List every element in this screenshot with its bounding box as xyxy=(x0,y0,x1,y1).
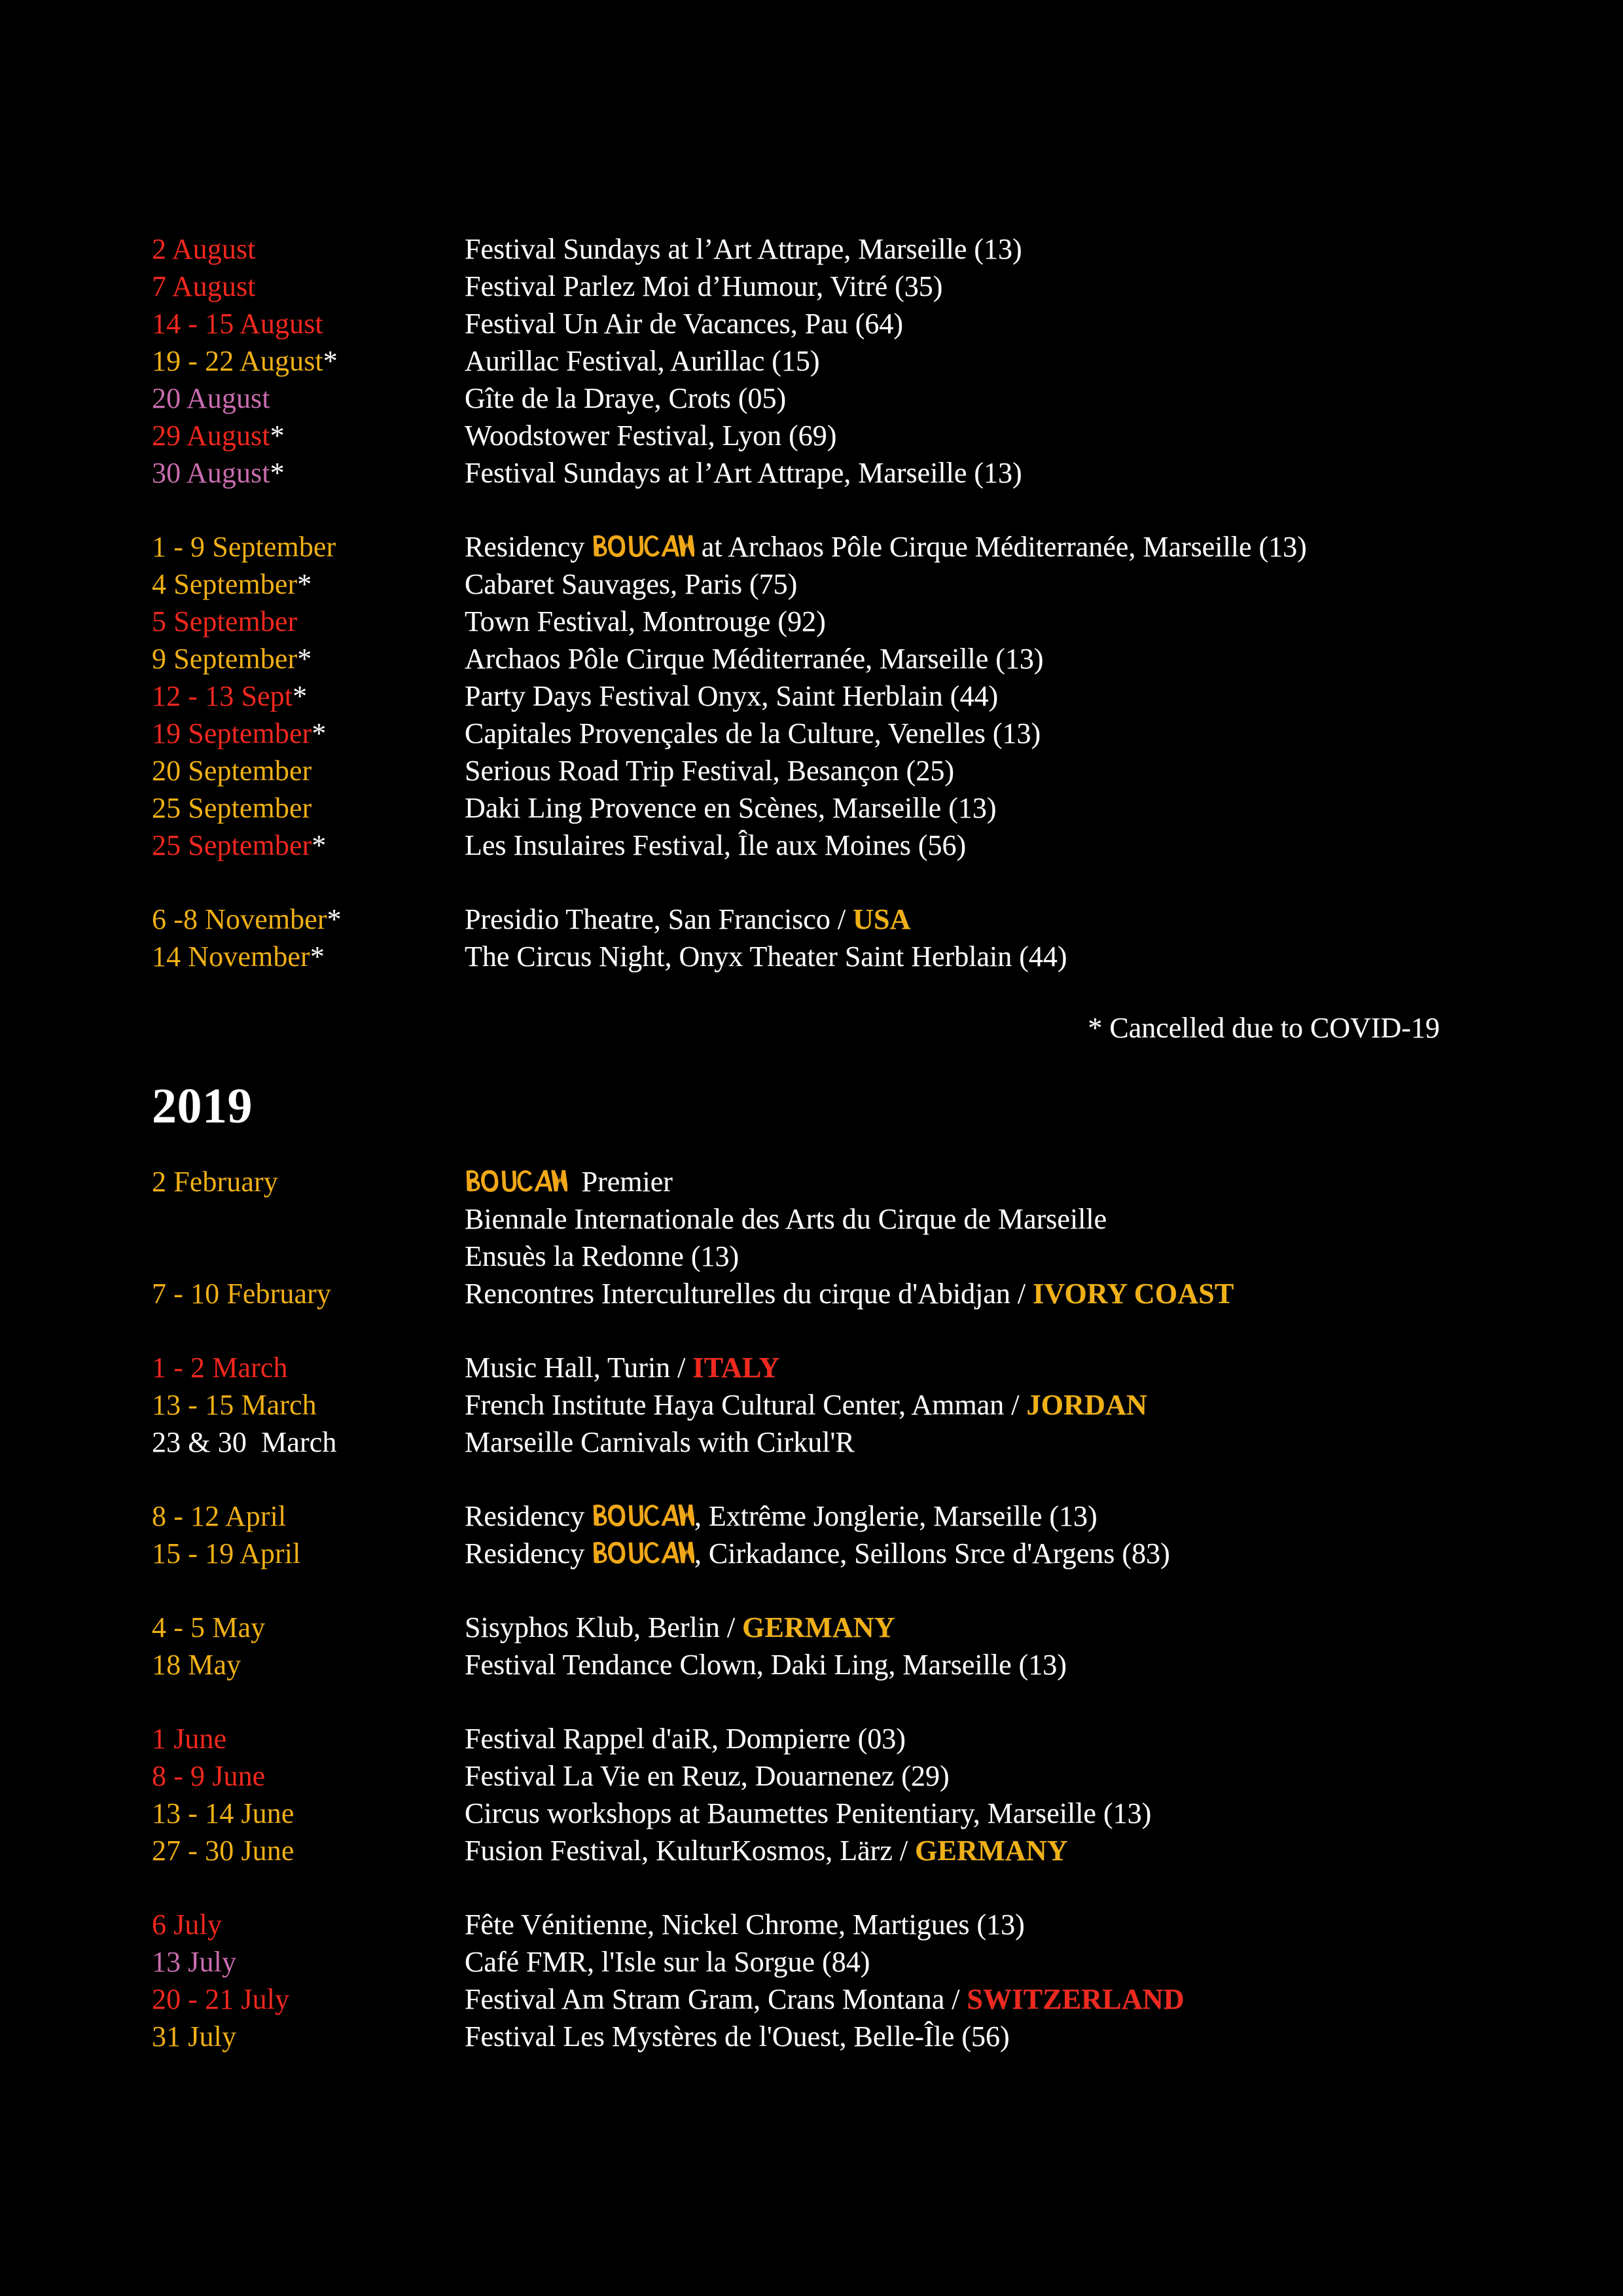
tour-date-row xyxy=(152,1609,1461,1646)
tour-venue: The Circus Night, Onyx Theater Saint Herblain (44) xyxy=(465,941,1067,973)
tour-venue: Circus workshops at Baumettes Penitentiary, Marseille (13) xyxy=(465,1797,1152,1829)
month-group xyxy=(152,901,1461,975)
country-label: SWITZERLAND xyxy=(967,1983,1185,2015)
tour-venue: Residency , Extrême Jonglerie, Marseille (13) xyxy=(465,1500,1097,1532)
tour-date: 20 September xyxy=(152,755,312,787)
group-spacer xyxy=(152,1312,1461,1349)
tour-date: 4 - 5 May xyxy=(152,1611,266,1643)
tour-date-row xyxy=(152,1832,1461,1869)
tour-date-row xyxy=(152,789,1461,827)
tour-venue: Festival Sundays at l’Art Attrape, Marseille (13) xyxy=(465,233,1022,265)
tour-date-row xyxy=(152,1535,1461,1572)
tour-date-row xyxy=(152,380,1461,417)
month-group xyxy=(152,230,1461,492)
covid-footnote: * Cancelled due to COVID-19 xyxy=(1088,1012,1440,1044)
tour-date-row xyxy=(152,938,1461,975)
country-label: USA xyxy=(853,903,911,935)
tour-venue: Festival La Vie en Reuz, Douarnenez (29) xyxy=(465,1760,950,1792)
tour-dates-sheet xyxy=(152,230,1461,2055)
tour-date: 8 - 9 June xyxy=(152,1760,266,1792)
tour-date: 20 August xyxy=(152,382,270,414)
tour-date: 13 July xyxy=(152,1946,237,1978)
tour-date-row xyxy=(152,1981,1461,2018)
tour-date: 29 August* xyxy=(152,420,285,452)
tour-venue: Woodstower Festival, Lyon (69) xyxy=(465,420,837,452)
tour-date: 4 September* xyxy=(152,568,312,600)
cancelled-asterisk: * xyxy=(310,941,325,973)
group-spacer xyxy=(152,1683,1461,1720)
tour-date: 31 July xyxy=(152,2020,237,2053)
tour-date: 15 - 19 April xyxy=(152,1537,301,1570)
tour-date: 25 September xyxy=(152,792,312,824)
tour-date: 6 July xyxy=(152,1909,222,1941)
cancelled-asterisk: * xyxy=(297,643,312,675)
tour-date: 9 September* xyxy=(152,643,312,675)
tour-date-row xyxy=(152,1238,1461,1275)
tour-date: 19 September* xyxy=(152,717,327,749)
tour-venue: Gîte de la Draye, Crots (05) xyxy=(465,382,787,414)
tour-date-row xyxy=(152,677,1461,715)
cancelled-asterisk: * xyxy=(312,717,327,749)
tour-date: 19 - 22 August* xyxy=(152,345,338,377)
tour-date-row xyxy=(152,342,1461,380)
boucan-logo xyxy=(592,1503,694,1527)
tour-date-row xyxy=(152,454,1461,492)
tour-date-row xyxy=(152,305,1461,342)
tour-venue: Festival Rappel d'aiR, Dompierre (03) xyxy=(465,1723,906,1755)
tour-date-row xyxy=(152,1757,1461,1795)
tour-date-row xyxy=(152,1424,1461,1461)
month-group xyxy=(152,1609,1461,1683)
tour-venue: Town Festival, Montrouge (92) xyxy=(465,605,826,637)
group-spacer xyxy=(152,864,1461,901)
month-group xyxy=(152,1720,1461,1869)
month-group xyxy=(152,1906,1461,2055)
tour-date-row xyxy=(152,1349,1461,1386)
tour-date: 2 August xyxy=(152,233,256,265)
tour-date: 2 February xyxy=(152,1166,278,1198)
tour-dates-2019 xyxy=(152,1163,1461,2055)
country-label: ITALY xyxy=(692,1352,780,1384)
country-label: GERMANY xyxy=(742,1611,895,1643)
tour-date-row xyxy=(152,752,1461,789)
cancelled-asterisk: * xyxy=(323,345,338,377)
tour-date: 13 - 15 March xyxy=(152,1389,317,1421)
tour-date-row xyxy=(152,1386,1461,1424)
tour-date-row xyxy=(152,1275,1461,1312)
tour-venue: Festival Am Stram Gram, Crans Montana / SWITZERLAND xyxy=(465,1983,1185,2015)
month-group xyxy=(152,1498,1461,1572)
tour-venue: Sisyphos Klub, Berlin / GERMANY xyxy=(465,1611,895,1643)
tour-date-row xyxy=(152,417,1461,454)
tour-venue: Capitales Provençales de la Culture, Venelles (13) xyxy=(465,717,1041,749)
tour-venue: Aurillac Festival, Aurillac (15) xyxy=(465,345,820,377)
tour-date: 7 August xyxy=(152,270,256,302)
tour-date: 20 - 21 July xyxy=(152,1983,290,2015)
tour-venue: Festival Les Mystères de l'Ouest, Belle-Île (56) xyxy=(465,2020,1010,2053)
tour-date-row xyxy=(152,528,1461,565)
tour-date: 7 - 10 February xyxy=(152,1278,331,1310)
tour-date: 1 - 9 September xyxy=(152,531,336,563)
tour-date-row xyxy=(152,2018,1461,2055)
tour-date-row xyxy=(152,640,1461,677)
tour-date-row xyxy=(152,1646,1461,1683)
tour-venue: French Institute Haya Cultural Center, Amman / JORDAN xyxy=(465,1389,1148,1421)
tour-venue: Festival Parlez Moi d’Humour, Vitré (35) xyxy=(465,270,943,302)
country-label: JORDAN xyxy=(1026,1389,1148,1421)
tour-date-row xyxy=(152,1163,1461,1200)
tour-date-row xyxy=(152,827,1461,864)
tour-venue: Café FMR, l'Isle sur la Sorgue (84) xyxy=(465,1946,870,1978)
tour-date: 1 - 2 March xyxy=(152,1352,288,1384)
tour-date: 18 May xyxy=(152,1649,241,1681)
tour-date-row xyxy=(152,901,1461,938)
tour-venue: Festival Un Air de Vacances, Pau (64) xyxy=(465,308,904,340)
tour-venue: Music Hall, Turin / ITALY xyxy=(465,1352,780,1384)
tour-date-row xyxy=(152,565,1461,603)
tour-date: 23 & 30 March xyxy=(152,1426,337,1458)
boucan-logo xyxy=(592,1541,694,1564)
tour-venue: Rencontres Interculturelles du cirque d'Abidjan / IVORY COAST xyxy=(465,1278,1234,1310)
group-spacer xyxy=(152,1869,1461,1906)
group-spacer xyxy=(152,492,1461,528)
tour-date: 25 September* xyxy=(152,829,327,861)
tour-venue: Residency at Archaos Pôle Cirque Méditerranée, Marseille (13) xyxy=(465,531,1307,563)
tour-venue: Cabaret Sauvages, Paris (75) xyxy=(465,568,798,600)
tour-date-row xyxy=(152,1200,1461,1238)
cancelled-asterisk: * xyxy=(327,903,342,935)
tour-venue: Festival Tendance Clown, Daki Ling, Marseille (13) xyxy=(465,1649,1067,1681)
tour-date: 27 - 30 June xyxy=(152,1835,294,1867)
month-group xyxy=(152,1163,1461,1312)
tour-venue: Serious Road Trip Festival, Besançon (25) xyxy=(465,755,954,787)
group-spacer xyxy=(152,1572,1461,1609)
month-group xyxy=(152,1349,1461,1461)
tour-date: 5 September xyxy=(152,605,298,637)
tour-date-row xyxy=(152,1943,1461,1981)
tour-venue: Archaos Pôle Cirque Méditerranée, Marseille (13) xyxy=(465,643,1044,675)
tour-date-row xyxy=(152,1906,1461,1943)
tour-date: 13 - 14 June xyxy=(152,1797,294,1829)
tour-venue: Presidio Theatre, San Francisco / USA xyxy=(465,903,911,935)
tour-date: 14 November* xyxy=(152,941,325,973)
tour-venue: Premier xyxy=(465,1163,1461,1200)
tour-venue: Residency , Cirkadance, Seillons Srce d'Argens (83) xyxy=(465,1537,1170,1570)
tour-date: 14 - 15 August xyxy=(152,308,323,340)
boucan-logo xyxy=(592,534,694,558)
tour-date-row xyxy=(152,1498,1461,1535)
tour-date-row xyxy=(152,715,1461,752)
boucan-logo xyxy=(465,1169,567,1193)
tour-venue: Marseille Carnivals with Cirkul'R xyxy=(465,1426,855,1458)
tour-date-row xyxy=(152,268,1461,305)
tour-venue: Party Days Festival Onyx, Saint Herblain (44) xyxy=(465,680,999,712)
tour-venue: Biennale Internationale des Arts du Cirque de Marseille xyxy=(465,1203,1107,1235)
tour-date-row xyxy=(152,230,1461,268)
tour-date: 12 - 13 Sept* xyxy=(152,680,308,712)
year-heading-2019: 2019 xyxy=(152,1079,253,1134)
tour-date-row xyxy=(152,1795,1461,1832)
tour-dates-2020 xyxy=(152,230,1461,975)
cancelled-asterisk: * xyxy=(297,568,312,600)
tour-date: 8 - 12 April xyxy=(152,1500,287,1532)
group-spacer xyxy=(152,1461,1461,1498)
country-label: GERMANY xyxy=(915,1835,1068,1867)
country-label: IVORY COAST xyxy=(1033,1278,1234,1310)
tour-venue: Les Insulaires Festival, Île aux Moines (56) xyxy=(465,829,967,861)
month-group xyxy=(152,528,1461,864)
tour-venue: Fête Vénitienne, Nickel Chrome, Martigues (13) xyxy=(465,1909,1025,1941)
cancelled-asterisk: * xyxy=(312,829,327,861)
cancelled-asterisk: * xyxy=(293,680,308,712)
tour-venue: Festival Sundays at l’Art Attrape, Marseille (13) xyxy=(465,457,1022,489)
tour-venue: Ensuès la Redonne (13) xyxy=(465,1240,740,1272)
tour-date: 1 June xyxy=(152,1723,227,1755)
tour-date: 30 August* xyxy=(152,457,285,489)
tour-date: 6 -8 November* xyxy=(152,903,342,935)
tour-venue: Daki Ling Provence en Scènes, Marseille (13) xyxy=(465,792,997,824)
tour-date-row xyxy=(152,603,1461,640)
cancelled-asterisk: * xyxy=(270,420,285,452)
cancelled-asterisk: * xyxy=(270,457,285,489)
tour-date-row xyxy=(152,1720,1461,1757)
tour-venue: Fusion Festival, KulturKosmos, Lärz / GERMANY xyxy=(465,1835,1068,1867)
